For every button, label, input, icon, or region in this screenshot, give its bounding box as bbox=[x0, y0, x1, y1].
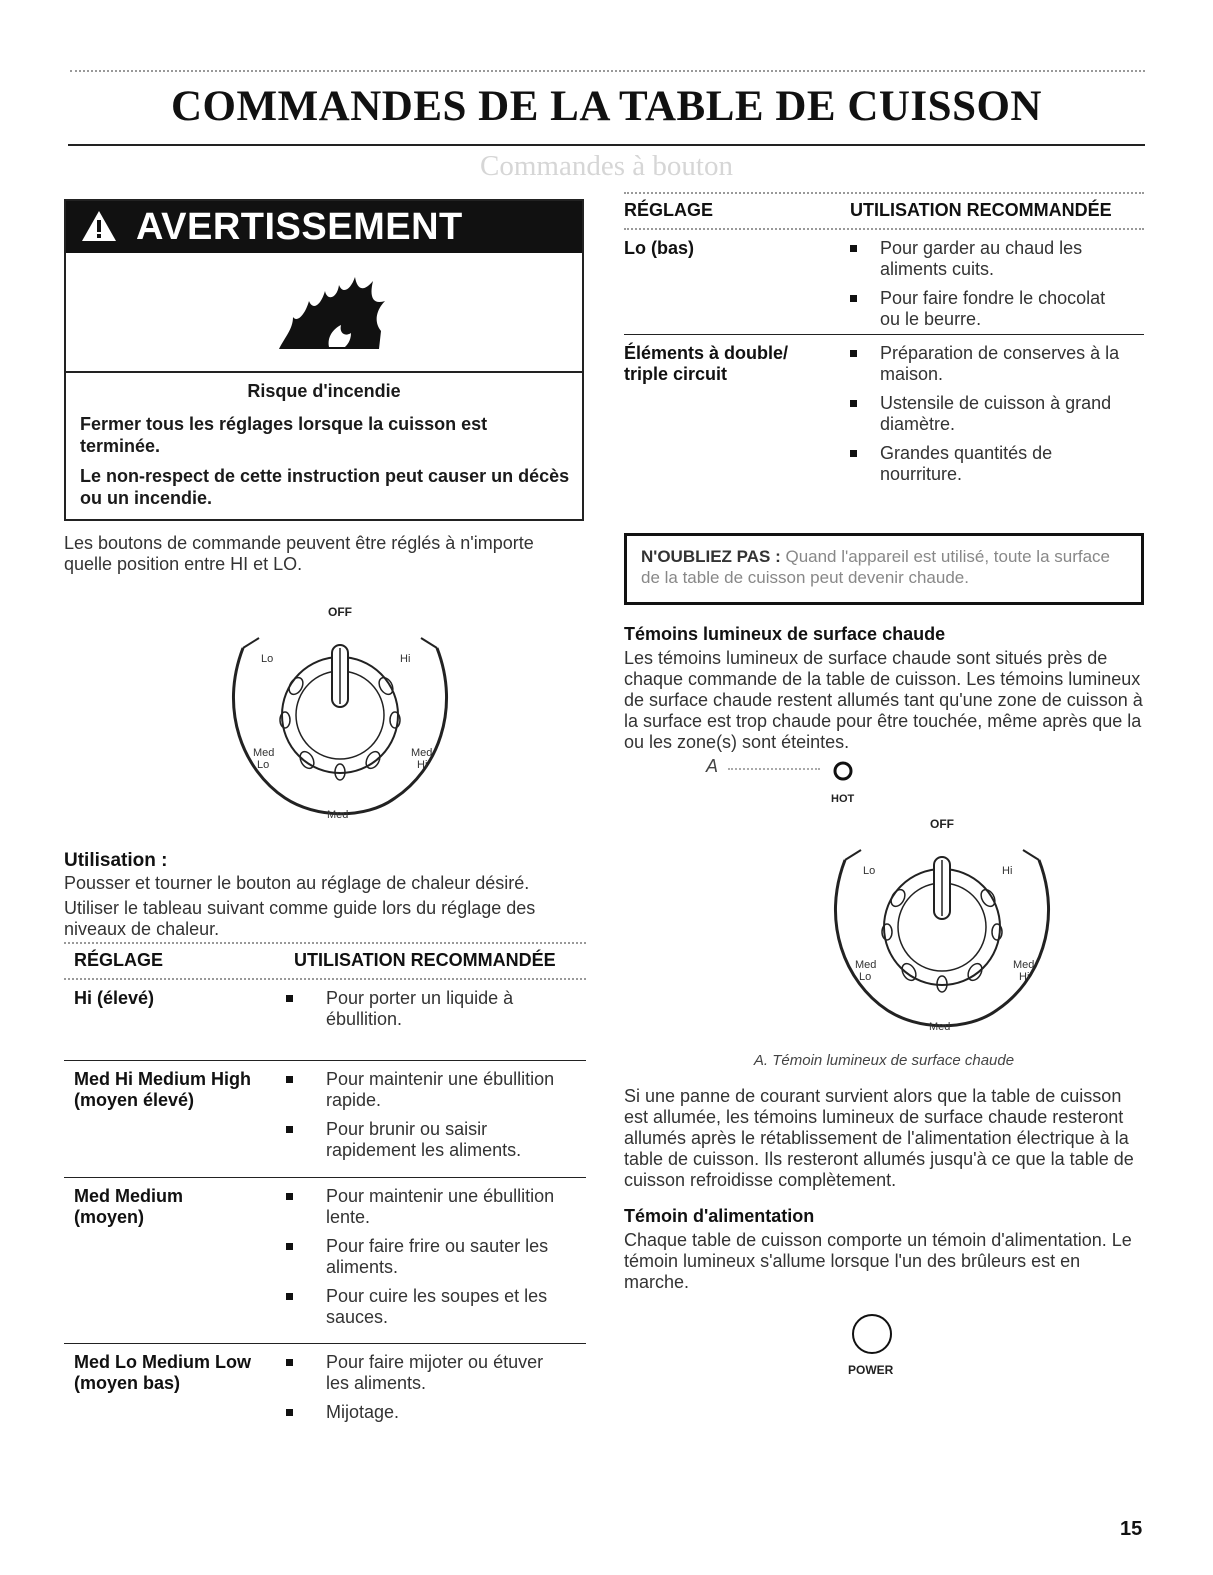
power-indicator-text: Chaque table de cuisson comporte un témoin d'alimentation. Le témoin lumineux s'allume lorsque l'un des brûleurs est en marche. bbox=[624, 1230, 1132, 1292]
figure-caption: A. Témoin lumineux de surface chaude bbox=[753, 1052, 1015, 1069]
dial-med-hi-label-2: Hi bbox=[1019, 971, 1030, 983]
use-list bbox=[880, 343, 1120, 485]
title-rule bbox=[68, 144, 1145, 146]
callout-leader-line bbox=[728, 768, 820, 770]
use-list bbox=[326, 1069, 566, 1161]
list-item: Pour porter un liquide à ébullition. bbox=[326, 988, 566, 1030]
table-row bbox=[624, 335, 1144, 491]
page-number: 15 bbox=[1120, 1518, 1143, 1540]
warning-line-1: Fermer tous les réglages lorsque la cuisson est terminée. bbox=[80, 414, 488, 456]
note-label: N'OUBLIEZ PAS : bbox=[641, 547, 781, 566]
control-knob-diagram-with-hot bbox=[827, 812, 1057, 1042]
setting-label: Lo (bas) bbox=[624, 238, 694, 258]
setting-label: Éléments à double/ triple circuit bbox=[624, 343, 789, 384]
control-knob-diagram bbox=[225, 600, 455, 830]
use-list bbox=[326, 1186, 566, 1328]
power-indicator-heading: Témoin d'alimentation bbox=[624, 1206, 815, 1226]
list-item: Mijotage. bbox=[326, 1402, 566, 1423]
list-item: Pour faire frire ou sauter les aliments. bbox=[326, 1236, 566, 1278]
section-subtitle: Commandes à bouton bbox=[480, 150, 733, 182]
heat-settings-table-left bbox=[64, 942, 586, 1436]
use-list bbox=[326, 988, 566, 1030]
hot-surface-heading: Témoins lumineux de surface chaude bbox=[624, 624, 946, 644]
list-item: Pour faire fondre le chocolat ou le beurre. bbox=[880, 288, 1120, 330]
table-row bbox=[64, 980, 586, 1061]
power-indicator-icon bbox=[850, 1312, 894, 1356]
top-dotted-rule bbox=[70, 70, 1145, 72]
page-title: COMMANDES DE LA TABLE DE CUISSON bbox=[171, 83, 1042, 130]
hot-label: HOT bbox=[831, 793, 855, 805]
table-header bbox=[64, 942, 586, 980]
power-label: POWER bbox=[848, 1363, 894, 1377]
header-setting: RÉGLAGE bbox=[624, 200, 714, 220]
use-list bbox=[880, 238, 1120, 330]
power-failure-text: Si une panne de courant survient alors que la table de cuisson est allumée, les témoins lumineux de surface chaude resteront allumés après le rétablissement de l'alimentation électrique à la table de cuisson. Ils resteront allumés jusqu'à ce que la table de cuisson refroidisse complètement. bbox=[624, 1086, 1134, 1190]
list-item: Grandes quantités de nourriture. bbox=[880, 443, 1120, 485]
dial-med-hi-label-1: Med bbox=[1013, 959, 1035, 971]
dial-off-label: OFF bbox=[328, 605, 352, 619]
setting-label: Med Lo Medium Low (moyen bas) bbox=[74, 1352, 251, 1393]
table-row bbox=[64, 1344, 586, 1436]
table-row bbox=[64, 1061, 586, 1178]
dial-med-lo-label-1: Med bbox=[253, 747, 275, 759]
dial-med-hi-label-1: Med bbox=[411, 747, 433, 759]
list-item: Pour brunir ou saisir rapidement les aliments. bbox=[326, 1119, 566, 1161]
table-header bbox=[624, 192, 1144, 230]
list-item: Pour garder au chaud les aliments cuits. bbox=[880, 238, 1120, 280]
header-use: UTILISATION RECOMMANDÉE bbox=[294, 950, 556, 970]
utilisation-text-2: Utiliser le tableau suivant comme guide lors du réglage des niveaux de chaleur. bbox=[64, 898, 536, 939]
knob-intro-text: Les boutons de commande peuvent être réglés à n'importe quelle position entre HI et LO. bbox=[64, 533, 534, 574]
dial-med-lo-label-2: Lo bbox=[257, 759, 270, 771]
list-item: Pour maintenir une ébullition lente. bbox=[326, 1186, 566, 1228]
dial-med-label: Med bbox=[929, 1021, 951, 1033]
warning-box bbox=[64, 199, 584, 521]
warning-triangle-icon bbox=[80, 209, 118, 243]
warning-separator bbox=[66, 371, 582, 373]
hot-surface-text: Les témoins lumineux de surface chaude sont situés près de chaque commande de la table de cuisson. Les témoins lumineux de surface chaude restent allumés tant qu'une zone de cuisson à la surface est trop chaude pour être touchée, même après que la ou les zone(s) sont éteintes. bbox=[624, 648, 1143, 752]
dial-hi-label: Hi bbox=[400, 653, 411, 665]
list-item: Pour faire mijoter ou étuver les aliments. bbox=[326, 1352, 566, 1394]
warning-banner bbox=[66, 201, 582, 253]
utilisation-text-1: Pousser et tourner le bouton au réglage de chaleur désiré. bbox=[64, 873, 530, 893]
setting-label: Med Medium (moyen) bbox=[74, 1186, 184, 1227]
warning-line-2: Le non-respect de cette instruction peut causer un décès ou un incendie. bbox=[80, 466, 570, 508]
use-list bbox=[326, 1352, 566, 1423]
dial-med-lo-label-1: Med bbox=[855, 959, 877, 971]
note-text: Quand l'appareil est utilisé, toute la surface de la table de cuisson peut devenir chaude. bbox=[641, 547, 1111, 587]
list-item: Ustensile de cuisson à grand diamètre. bbox=[880, 393, 1120, 435]
reminder-note-box bbox=[624, 533, 1144, 605]
dial-lo-label: Lo bbox=[261, 653, 274, 665]
heat-settings-table-right bbox=[624, 192, 1144, 491]
dial-lo-label: Lo bbox=[863, 865, 876, 877]
dial-med-label: Med bbox=[327, 809, 349, 821]
setting-label: Hi (élevé) bbox=[74, 988, 155, 1008]
list-item: Pour cuire les soupes et les sauces. bbox=[326, 1286, 566, 1328]
header-use: UTILISATION RECOMMANDÉE bbox=[850, 200, 1112, 220]
risk-title: Risque d'incendie bbox=[247, 381, 401, 401]
dial-med-hi-label-2: Hi bbox=[417, 759, 428, 771]
callout-a: A bbox=[706, 756, 719, 776]
dial-med-lo-label-2: Lo bbox=[859, 971, 872, 983]
table-row bbox=[624, 230, 1144, 335]
fire-icon bbox=[269, 271, 389, 351]
setting-label: Med Hi Medium High (moyen élevé) bbox=[74, 1069, 251, 1110]
list-item: Préparation de conserves à la maison. bbox=[880, 343, 1120, 385]
dial-off-label: OFF bbox=[930, 817, 954, 831]
hot-indicator-icon bbox=[832, 760, 854, 782]
list-item: Pour maintenir une ébullition rapide. bbox=[326, 1069, 566, 1111]
table-row bbox=[64, 1178, 586, 1344]
dial-hi-label: Hi bbox=[1002, 865, 1013, 877]
utilisation-heading: Utilisation : bbox=[64, 850, 168, 871]
header-setting: RÉGLAGE bbox=[74, 950, 164, 970]
warning-banner-text: AVERTISSEMENT bbox=[136, 206, 463, 248]
